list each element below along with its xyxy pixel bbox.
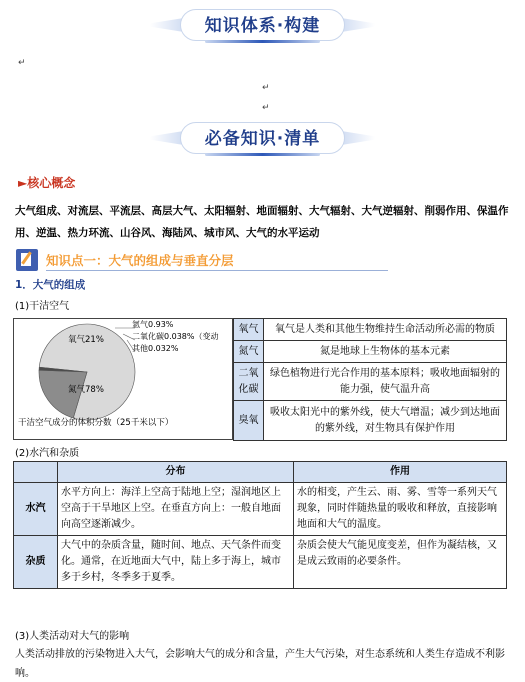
column-header: 作用 xyxy=(294,462,507,483)
row-header: 水汽 xyxy=(14,483,58,536)
banner-essential-knowledge xyxy=(150,118,375,158)
paragraph-mark: ↵ xyxy=(262,103,270,113)
paragraph-mark: ↵ xyxy=(262,83,270,93)
notebook-icon xyxy=(16,249,38,271)
dry-air-label: (1)干洁空气 xyxy=(15,301,70,312)
gas-name: 二氧化碳 xyxy=(234,363,264,401)
dry-air-composition-figure xyxy=(13,318,233,440)
table-row xyxy=(234,363,507,401)
gas-description: 吸收太阳光中的紫外线，使大气增温；减少到达地面的紫外线，对生物具有保护作用 xyxy=(264,401,507,441)
distribution-cell: 大气中的杂质含量，随时间、地点、天气条件而变化。通常，在近地面大气中，陆上多于海上，城市多于乡村，冬季多于夏季。 xyxy=(58,536,294,589)
gas-description: 氮是地球上生物体的基本元素 xyxy=(264,341,507,363)
banner-underline xyxy=(205,40,320,43)
distribution-cell: 水平方向上：海洋上空高于陆地上空；湿润地区上空高于干旱地区上空。在垂直方向上：一般自地面向高空逐渐减少。 xyxy=(58,483,294,536)
gas-name: 氮气 xyxy=(234,341,264,363)
effect-cell: 水的相变，产生云、雨、雾、雪等一系列天气现象，同时伴随热量的吸收和释放，直接影响地面和大气的温度。 xyxy=(294,483,507,536)
figure-caption: 干洁空气成分的体积分数（25千米以下） xyxy=(18,418,174,428)
gas-function-table xyxy=(233,318,507,441)
effect-cell: 杂质会使大气能见度变差，但作为凝结核，又是成云致雨的必要条件。 xyxy=(294,536,507,589)
core-concepts-text: 大气组成、对流层、平流层、高层大气、太阳辐射、地面辐射、大气辐射、大气逆辐射、削弱作用、保温作用、逆温、热力环流、山谷风、海陆风、城市风、大气的水平运动 xyxy=(15,205,509,239)
subsection-title: 1．大气的组成 xyxy=(15,279,86,291)
table-row xyxy=(14,536,507,589)
human-activity-label: (3)人类活动对大气的影响 xyxy=(15,631,130,642)
legend-item: 其他0.032% xyxy=(132,344,179,353)
gas-name: 氧气 xyxy=(234,319,264,341)
table-row xyxy=(234,341,507,363)
legend-item: 氩气0.93% xyxy=(132,320,174,329)
core-concepts-heading: ►核心概念 xyxy=(18,176,76,190)
row-header: 杂质 xyxy=(14,536,58,589)
table-row xyxy=(234,401,507,441)
gas-description: 氧气是人类和其他生物维持生命活动所必需的物质 xyxy=(264,319,507,341)
table-row xyxy=(14,483,507,536)
header-rule xyxy=(46,270,388,271)
nitrogen-label: 氮气78% xyxy=(68,385,104,395)
table-row xyxy=(234,319,507,341)
banner-title: 知识体系·构建 xyxy=(204,16,321,36)
corner-cell xyxy=(14,462,58,483)
legend-item: 二氧化碳0.038%（变动 xyxy=(132,332,219,341)
human-activity-text: 人类活动排放的污染物进入大气，会影响大气的成分和含量，产生大气污染，对生态系统和人类生存造成不利影响。 xyxy=(15,649,505,679)
water-vapor-impurities-table xyxy=(13,461,507,589)
table-header-row xyxy=(14,462,507,483)
banner-title: 必备知识·清单 xyxy=(204,129,321,149)
gas-name: 臭氧 xyxy=(234,401,264,441)
paragraph-mark: ↵ xyxy=(18,58,26,68)
column-header: 分布 xyxy=(58,462,294,483)
knowledge-point-header xyxy=(16,249,388,271)
water-vapor-label: (2)水汽和杂质 xyxy=(15,448,80,459)
oxygen-label: 氧气21% xyxy=(68,335,104,345)
knowledge-point-title: 知识点一：大气的组成与垂直分层 xyxy=(46,253,234,268)
banner-underline xyxy=(205,153,320,156)
banner-knowledge-system xyxy=(150,5,375,45)
gas-description: 绿色植物进行光合作用的基本原料；吸收地面辐射的能力强，使气温升高 xyxy=(264,363,507,401)
